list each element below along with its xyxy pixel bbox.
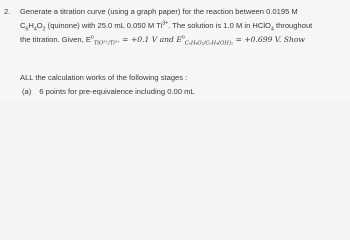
problem-line-2 — [20, 20, 313, 33]
part-a-label: (a) — [22, 87, 32, 96]
line-2-text-c: throughout — [273, 21, 313, 30]
quinone-formula: $C_6H_4O_2$ — [20, 21, 46, 33]
problem-text-page — [0, 0, 350, 100]
line-3-text-a: the titration. Given, E — [20, 35, 91, 44]
e1-subscript: TiO²⁺/Ti³⁺ — [93, 40, 120, 47]
e2-superscript: o — [181, 34, 185, 41]
problem-line-5 — [22, 87, 195, 96]
part-a-text: 6 points for pre-equivalence including 0.00 mL — [39, 87, 195, 96]
perchloric-subscript: 4 — [270, 26, 274, 33]
e1-superscript: o — [90, 34, 94, 41]
problem-line-3 — [20, 34, 305, 47]
line-2-text-a: (quinone) with 25.0 mL 0.050 M Ti — [45, 21, 163, 30]
problem-line-4: ALL the calculation works of the following stages : — [20, 73, 188, 82]
problem-line-1: Generate a titration curve (using a graph paper) for the reaction between 0.0195 M — [20, 7, 298, 16]
line-2-text-b: . The solution is 1.0 M in HClO — [168, 21, 271, 30]
e1-value: = +0.1 V and E — [119, 35, 182, 44]
e2-value: = +0.699 V. Show — [233, 35, 305, 44]
e2-subscript: C₆H₄O₂/C₆H₄(OH)₂ — [184, 40, 234, 47]
ti-charge: 3+ — [162, 20, 169, 27]
problem-number: 2. — [4, 7, 11, 16]
